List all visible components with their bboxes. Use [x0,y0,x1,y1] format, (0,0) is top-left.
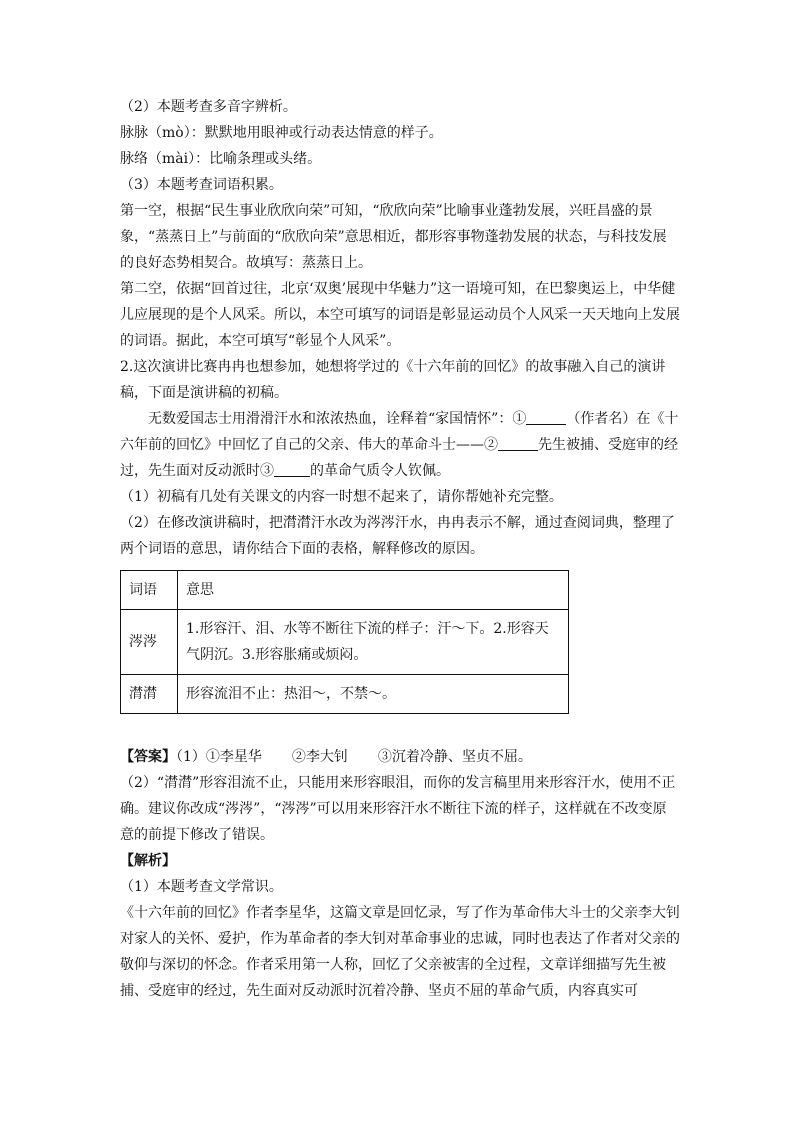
question-2: 2.这次演讲比赛冉冉也想参加，她想将学过的《十六年前的回忆》的故事融入自己的演讲稿，下面是演讲稿的初稿。 [120,359,666,401]
answer-line-2: （2）“潸潸”形容泪流不止，只能用来形容眼泪，而你的发言稿里用来形容汗水，使用不正确。建议你改成“涔涔”，“涔涔”可以用来形容汗水不断往下流的样子，这样就在不改变原意的前提下修改了错误。 [120,775,676,843]
speech-draft [120,406,680,484]
document-page [120,94,680,1004]
vocabulary-table [120,570,569,714]
draft-part-a: 无数爱国志士用滑滑汗水和浓浓热血，诠释着“家国情怀”：① [148,411,527,427]
answer-item-3: ③沉着冷静、坚贞不屈。 [377,749,532,765]
sub-question-2: （2）在修改演讲稿时，把潸潸汗水改为涔涔汗水，冉冉表示不解，通过查阅词典，整理了两个词语的意思，请你结合下面的表格，解释修改的原因。 [120,515,675,557]
blank-1 [526,410,566,425]
table-row [121,610,569,675]
blank-2 [498,436,538,451]
line-3: 脉络（mài）：比喻条理或头绪。 [120,151,322,167]
answer-item-1: （1）①李星华 [176,749,262,765]
table-cell: 涔涔 [121,610,178,675]
table-cell: 1.形容汗、泪、水等不断往下流的样子：汗～下。2.形容天气阴沉。3.形容胀痛或烦闷。 [178,610,569,675]
table-row [121,675,569,714]
answer-item-2: ②李大钊 [291,749,348,765]
paragraph-second-blank: 第二空，依据“回首过往，北京‘双奥’展现中华魅力”这一语境可知，在巴黎奥运上，中华健儿应展现的是个人风采。所以，本空可填写的词语是彰显运动员个人风采一天天地向上发展的词语。据此，本空可填写“彰显个人风采”。 [120,281,680,349]
table-header-cell: 意思 [178,571,569,610]
analysis-label: 【解析】 [120,853,176,869]
paragraph-first-blank: 第一空，根据“民生事业欣欣向荣”可知，“欣欣向荣”比喻事业蓬勃发展，兴旺昌盛的景象，“蒸蒸日上”与前面的“欣欣向荣”意思相近，都形容事物蓬勃发展的状态，与科技发展的良好态势相契合。故填写：蒸蒸日上。 [120,203,667,271]
analysis-line-2: 《十六年前的回忆》作者李星华，这篇文章是回忆录，写了作为革命伟大斗士的父亲李大钊对家人的关怀、爱护，作为革命者的李大钊对革命事业的忠诚，同时也表达了作者对父亲的敬仰与深切的怀念。作者采用第一人称，回忆了父亲被害的全过程，文章详细描写先生被捕、受庭审的经过，先生面对反动派时沉着冷静、坚贞不屈的革命气质，内容真实可 [120,905,680,999]
sub-question-1: （1）初稿有几处有关课文的内容一时想不起来了，请你帮她补充完整。 [120,489,563,505]
line-2: 脉脉（mò）：默默地用眼神或行动表达情意的样子。 [120,125,443,141]
draft-part-b: （作者名）在《十六年前的回忆》中回忆了自己的父亲、伟大的革命斗士——② [120,411,679,453]
line-4: （3）本题考查词语积累。 [120,177,283,193]
answer-line-1 [120,744,680,770]
table-cell: 形容流泪不止：热泪～，不禁～。 [178,675,569,714]
draft-part-c: 先生被捕、受庭审的经过，先生面对反动派时③ [120,437,678,479]
analysis-line-1: （1）本题考查文学常识。 [120,879,283,895]
answer-label: 【答案】 [120,749,176,765]
blank-3 [274,462,310,477]
line-1: （2）本题考查多音字辨析。 [120,99,297,115]
table-cell: 潸潸 [121,675,178,714]
draft-part-d: 的革命气质令人钦佩。 [310,463,450,479]
table-header-cell: 词语 [121,571,178,610]
table-row [121,571,569,610]
